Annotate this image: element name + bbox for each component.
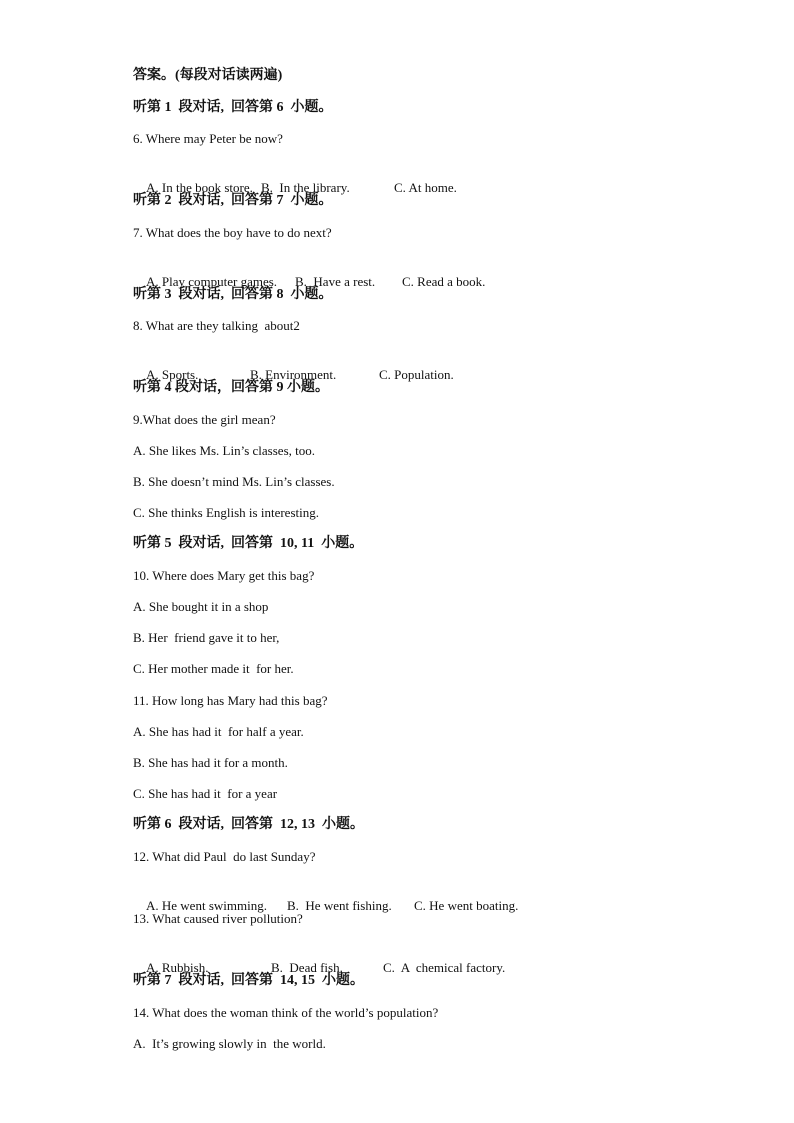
option-b: B. Her friend gave it to her, <box>133 630 280 645</box>
option-c: C. She has had it for a year <box>133 786 278 801</box>
option-a: A. In the book store. <box>146 180 253 195</box>
option-a: A. He went swimming. <box>146 898 267 913</box>
option-c: C. Population. <box>379 367 454 382</box>
section-heading: 听第 3 段对话, 回答第 8 小题。 <box>133 287 333 302</box>
option-b: B. Environment. <box>250 367 337 382</box>
question-text: 9.What does the girl mean? <box>133 412 276 427</box>
question-text: 6. Where may Peter be now? <box>133 131 283 146</box>
section-heading: 听第 6 段对话, 回答第 12, 13 小题。 <box>133 817 364 832</box>
option-c: C. Her mother made it for her. <box>133 661 294 676</box>
question-text: 11. How long has Mary had this bag? <box>133 693 328 708</box>
instructions-heading: 答案。(每段对话读两遍) <box>133 68 283 83</box>
section-heading: 听第 2 段对话, 回答第 7 小题。 <box>133 193 333 208</box>
option-a: A. Sports. <box>146 367 199 382</box>
option-b: B. He went fishing. <box>287 898 392 913</box>
option-c: C. He went boating. <box>414 898 519 913</box>
option-a: A. Rubbish. <box>146 960 209 975</box>
option-a: A. She bought it in a shop <box>133 599 269 614</box>
question-text: 7. What does the boy have to do next? <box>133 225 332 240</box>
question-text: 13. What caused river pollution? <box>133 911 303 926</box>
option-c: C. Read a book. <box>402 274 486 289</box>
question-text: 10. Where does Mary get this bag? <box>133 568 315 583</box>
option-b: B. She doesn’t mind Ms. Lin’s classes. <box>133 474 335 489</box>
section-heading: 听第 1 段对话, 回答第 6 小题。 <box>133 100 333 115</box>
question-text: 12. What did Paul do last Sunday? <box>133 849 316 864</box>
question-text: 14. What does the woman think of the world’s population? <box>133 1005 439 1020</box>
option-a: A. She likes Ms. Lin’s classes, too. <box>133 443 315 458</box>
option-c: C. At home. <box>394 180 457 195</box>
option-b: B. In the library. <box>261 180 350 195</box>
section-heading: 听第 7 段对话, 回答第 14, 15 小题。 <box>133 973 364 988</box>
option-b: B. Dead fish. <box>271 960 343 975</box>
section-heading: 听第 4 段对话，回答第 9 小题。 <box>133 380 329 395</box>
question-text: 8. What are they talking about2 <box>133 318 300 333</box>
option-a: A. She has had it for half a year. <box>133 724 304 739</box>
option-a: A. Play computer games. <box>146 274 278 289</box>
option-c: C. She thinks English is interesting. <box>133 505 319 520</box>
option-a: A. It’s growing slowly in the world. <box>133 1036 326 1051</box>
option-b: B. Have a rest. <box>295 274 376 289</box>
option-c: C. A chemical factory. <box>383 960 506 975</box>
option-b: B. She has had it for a month. <box>133 755 288 770</box>
section-heading: 听第 5 段对话, 回答第 10, 11 小题。 <box>133 536 364 551</box>
